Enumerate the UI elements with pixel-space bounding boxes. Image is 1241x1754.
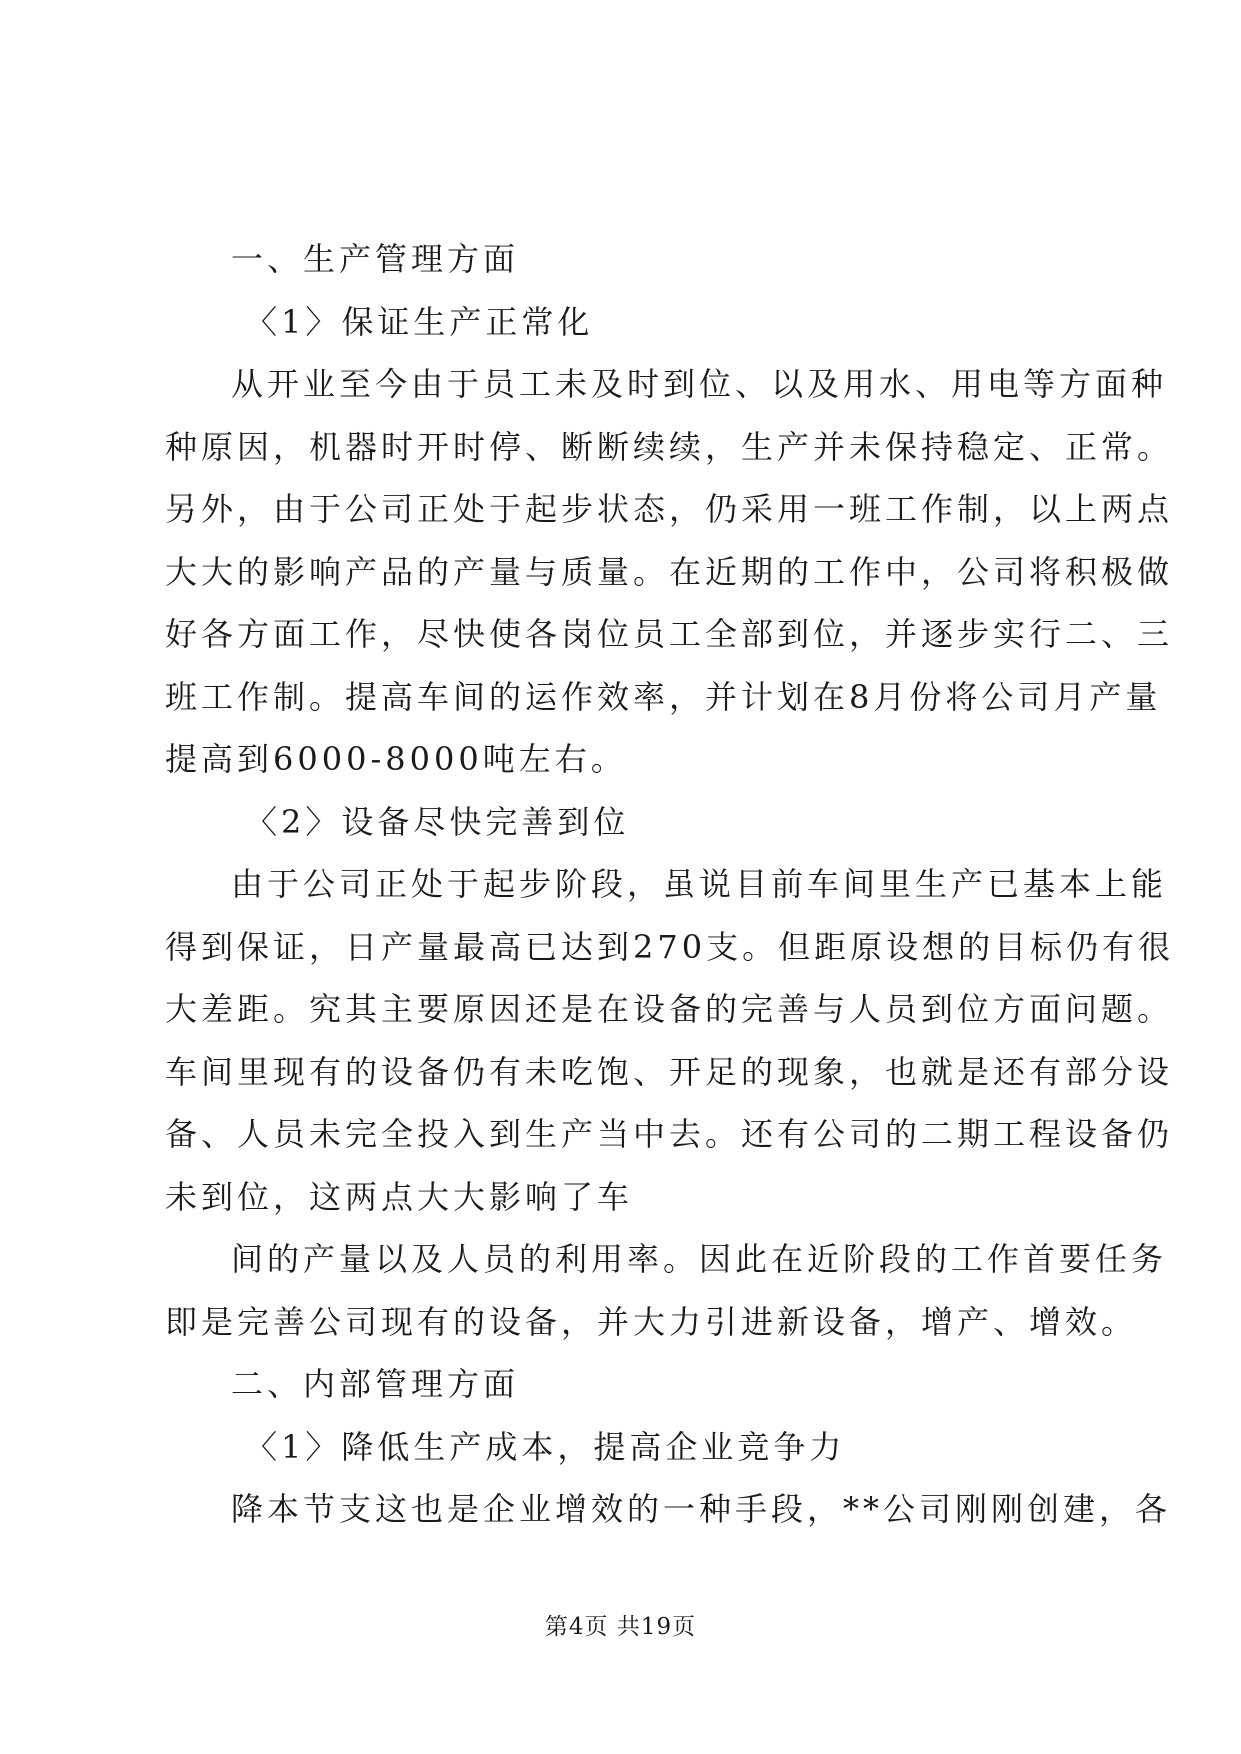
paragraph-line: 大差距。究其主要原因还是在设备的完善与人员到位方面问题。 [165, 990, 1174, 1028]
paragraph-line: 降本节支这也是企业增效的一种手段，**公司刚刚创建，各 [231, 1490, 1172, 1528]
paragraph-line: 大大的影响产品的产量与质量。在近期的工作中，公司将积极做 [165, 552, 1174, 591]
paragraph-line: 班工作制。提高车间的运作效率，并计划在8月份将公司月产量 [165, 677, 1162, 716]
page-number-footer: 第4页 共19页 [544, 1614, 697, 1640]
paragraph-line: 得到保证，日产量最高已达到270支。但距原设想的目标仍有很 [165, 927, 1175, 966]
paragraph-line: 未到位，这两点大大影响了车 [165, 1177, 634, 1216]
subsection-heading: 〈2〉设备尽快完善到位 [245, 802, 630, 841]
paragraph-line: 即是完善公司现有的设备，并大力引进新设备，增产、增效。 [165, 1302, 1138, 1341]
subsection-heading: 〈1〉降低生产成本，提高企业竞争力 [245, 1427, 846, 1466]
subsection-heading: 〈1〉保证生产正常化 [245, 302, 594, 341]
paragraph-line: 另外，由于公司正处于起步状态，仍采用一班工作制，以上两点 [165, 490, 1174, 528]
paragraph-line: 从开业至今由于员工未及时到位、以及用水、用电等方面种 [231, 365, 1168, 403]
paragraph-line: 提高到6000-8000吨左右。 [165, 740, 627, 778]
section-heading: 一、生产管理方面 [231, 240, 520, 278]
document-body [165, 228, 1175, 1541]
paragraph-line: 种原因，机器时开时停、断断续续，生产并未保持稳定、正常。 [165, 427, 1174, 466]
section-heading: 二、内部管理方面 [231, 1365, 520, 1403]
paragraph-line: 间的产量以及人员的利用率。因此在近阶段的工作首要任务 [231, 1240, 1168, 1278]
paragraph-line: 由于公司正处于起步阶段，虽说目前车间里生产已基本上能 [231, 865, 1168, 903]
paragraph-line: 备、人员未完全投入到生产当中去。还有公司的二期工程设备仍 [165, 1115, 1174, 1153]
paragraph-line: 车间里现有的设备仍有未吃饱、开足的现象，也就是还有部分设 [165, 1052, 1174, 1091]
paragraph-line: 好各方面工作，尽快使各岗位员工全部到位，并逐步实行二、三 [165, 615, 1174, 653]
